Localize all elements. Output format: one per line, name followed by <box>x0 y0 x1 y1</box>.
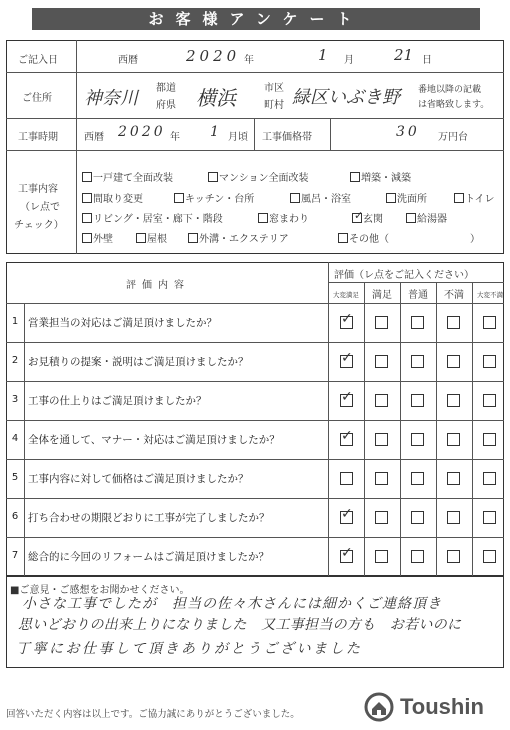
date-day-value: 21 <box>394 46 414 64</box>
work-checkbox[interactable] <box>406 213 416 223</box>
question-text: 打ち合わせの期限どおりに工事が完了しましたか？ <box>28 512 270 524</box>
work-option-label: 外溝・エクステリア <box>199 234 289 245</box>
rating-option-label: 大変満足 <box>333 291 359 299</box>
work-option[interactable] <box>208 169 309 184</box>
date-era: 西暦 <box>118 55 138 66</box>
work-checkbox[interactable] <box>82 233 92 243</box>
rating-option-label: 普通 <box>408 290 428 301</box>
work-checkbox[interactable] <box>338 233 348 243</box>
rating-checkbox[interactable] <box>483 316 496 329</box>
work-checkbox[interactable] <box>208 172 218 182</box>
rating-checkbox[interactable] <box>340 428 353 446</box>
rating-checkbox[interactable] <box>411 394 424 407</box>
survey-table <box>6 262 504 576</box>
company-logo <box>364 692 504 722</box>
work-option[interactable] <box>258 210 309 225</box>
rating-checkbox[interactable] <box>483 550 496 563</box>
comment-line-1: 小さな工事でしたが 担当の佐々木さんには細かくご連絡頂き <box>22 596 442 612</box>
address-city: 横浜 <box>196 86 236 110</box>
rating-option-label: 満足 <box>372 290 392 301</box>
check-mark-icon: ✓ <box>341 389 353 405</box>
check-mark-icon: ✓ <box>341 350 353 366</box>
rating-checkbox[interactable] <box>375 433 388 446</box>
check-mark-icon: ✓ <box>354 209 364 222</box>
work-option[interactable] <box>82 230 113 245</box>
rating-checkbox[interactable] <box>375 511 388 524</box>
work-option[interactable] <box>82 190 143 205</box>
date-label: ご記入日 <box>18 55 58 66</box>
rating-checkbox[interactable] <box>411 511 424 524</box>
check-mark-icon: ✓ <box>341 311 353 327</box>
comment-label: ■ご意見・ご感想をお聞かせください。 <box>10 585 190 596</box>
rating-checkbox[interactable] <box>340 350 353 368</box>
work-checkbox[interactable] <box>136 233 146 243</box>
address-label: ご住所 <box>22 93 52 104</box>
work-checkbox[interactable] <box>82 213 92 223</box>
work-option-label: 風呂・浴室 <box>301 194 351 205</box>
work-option-label: 窓まわり <box>269 214 309 225</box>
question-number: 6 <box>11 511 19 522</box>
check-mark-icon: ✓ <box>341 506 353 522</box>
address-prefecture: 神奈川 <box>84 88 138 109</box>
period-month-value: 1 <box>210 124 219 140</box>
rating-checkbox[interactable] <box>483 433 496 446</box>
work-option-label: リビング・居室・廊下・階段 <box>93 214 223 225</box>
address-area: 緑区いぶき野 <box>292 87 400 108</box>
work-checkbox[interactable] <box>188 233 198 243</box>
work-option[interactable] <box>386 190 427 205</box>
work-option[interactable] <box>82 210 223 225</box>
date-year-value: 2020 <box>186 47 241 65</box>
work-checkbox[interactable] <box>386 193 396 203</box>
period-label: 工事時期 <box>18 132 58 143</box>
work-option-label: トイレ <box>465 194 495 205</box>
rating-option-label: 不満 <box>444 290 464 301</box>
rating-checkbox[interactable] <box>340 506 353 524</box>
work-option-label: 増築・減築 <box>361 173 411 184</box>
work-checkbox[interactable] <box>258 213 268 223</box>
price-label: 工事価格帯 <box>262 132 312 143</box>
period-year-value: 2020 <box>118 124 166 140</box>
question-text: 営業担当の対応はご満足頂けましたか？ <box>28 317 217 329</box>
comment-line-2: 思いどおりの出来上りになりました 又工事担当の方も お若いのに <box>18 617 462 633</box>
work-option[interactable] <box>352 210 383 225</box>
rating-checkbox[interactable] <box>375 355 388 368</box>
rating-checkbox[interactable] <box>447 433 460 446</box>
work-checkbox[interactable] <box>352 209 364 223</box>
work-option[interactable] <box>188 230 289 245</box>
rating-checkbox[interactable] <box>447 394 460 407</box>
work-type-label: 工事内容 <box>18 184 58 195</box>
form-title: お客様アンケート <box>32 8 480 30</box>
rating-checkbox[interactable] <box>447 511 460 524</box>
rating-checkbox[interactable] <box>375 550 388 563</box>
work-option-label: 屋根 <box>147 234 167 245</box>
question-text: お見積りの提案・説明はご満足頂けましたか？ <box>28 356 249 368</box>
question-text: 総合的に今回のリフォームはご満足頂けましたか？ <box>28 551 269 563</box>
work-checkbox[interactable] <box>454 193 464 203</box>
question-number: 3 <box>11 394 19 405</box>
rating-checkbox[interactable] <box>483 511 496 524</box>
work-option[interactable] <box>350 169 411 184</box>
rating-checkbox[interactable] <box>483 355 496 368</box>
house-logo-icon <box>364 692 394 722</box>
rating-checkbox[interactable] <box>411 433 424 446</box>
date-month-value: 1 <box>318 46 328 64</box>
price-value: 30 <box>396 124 420 140</box>
check-mark-icon: ✓ <box>341 428 353 444</box>
rating-checkbox[interactable] <box>340 389 353 407</box>
rating-checkbox[interactable] <box>411 316 424 329</box>
work-option-label: 一戸建て全面改装 <box>93 173 173 184</box>
question-number: 7 <box>11 550 19 561</box>
work-option-label: 外壁 <box>93 234 113 245</box>
footer-text: 回答いただく内容は以上です。ご協力誠にありがとうございました。 <box>6 709 300 720</box>
rating-checkbox[interactable] <box>447 472 460 485</box>
rating-checkbox[interactable] <box>447 355 460 368</box>
check-mark-icon: ✓ <box>341 545 353 561</box>
work-checkbox[interactable] <box>174 193 184 203</box>
rating-checkbox[interactable] <box>411 472 424 485</box>
rating-option-label: 大変不満 <box>477 291 503 299</box>
rating-checkbox[interactable] <box>340 472 353 485</box>
work-option[interactable] <box>136 230 167 245</box>
work-option-label: 洗面所 <box>397 194 427 205</box>
rating-checkbox[interactable] <box>411 355 424 368</box>
question-number: 5 <box>11 472 19 483</box>
rating-checkbox[interactable] <box>447 550 460 563</box>
rating-checkbox[interactable] <box>375 316 388 329</box>
rating-checkbox[interactable] <box>340 311 353 329</box>
work-option-label: キッチン・台所 <box>185 194 255 205</box>
rating-checkbox[interactable] <box>375 394 388 407</box>
work-option[interactable] <box>82 169 173 184</box>
work-option-label: 間取り変更 <box>93 194 143 205</box>
work-checkbox[interactable] <box>290 193 300 203</box>
question-text: 工事の仕上りはご満足頂けましたか？ <box>28 395 207 407</box>
work-checkbox[interactable] <box>82 172 92 182</box>
work-option[interactable] <box>290 190 351 205</box>
question-number: 2 <box>11 355 19 366</box>
rating-header: 評価（レ点をご記入ください） <box>334 270 474 281</box>
question-text: 工事内容に対して価格はご満足頂けましたか？ <box>28 473 249 485</box>
rating-checkbox[interactable] <box>411 550 424 563</box>
work-option-label: ） <box>470 234 480 245</box>
work-option-label: 玄関 <box>363 214 383 225</box>
rating-checkbox[interactable] <box>483 472 496 485</box>
rating-checkbox[interactable] <box>375 472 388 485</box>
comment-line-3: 丁寧にお仕事して頂きありがとうございました <box>16 641 363 657</box>
question-number: 4 <box>11 433 19 444</box>
work-option-label: その他（ <box>349 234 389 245</box>
work-option[interactable] <box>406 210 447 225</box>
work-checkbox[interactable] <box>82 193 92 203</box>
question-text: 全体を通して、マナー・対応はご満足頂けましたか？ <box>28 434 280 446</box>
rating-checkbox[interactable] <box>340 545 353 563</box>
work-checkbox[interactable] <box>350 172 360 182</box>
question-number: 1 <box>11 316 19 327</box>
work-option[interactable] <box>174 190 254 205</box>
work-option-label: マンション全面改装 <box>219 173 309 184</box>
rating-checkbox[interactable] <box>447 316 460 329</box>
work-option[interactable] <box>338 230 389 245</box>
work-option[interactable] <box>454 190 495 205</box>
survey-header: 評価内容 <box>126 280 190 291</box>
logo-text: Toushin <box>400 694 484 719</box>
work-option-label: 給湯器 <box>417 214 447 225</box>
work-option[interactable] <box>470 230 480 245</box>
rating-checkbox[interactable] <box>483 394 496 407</box>
